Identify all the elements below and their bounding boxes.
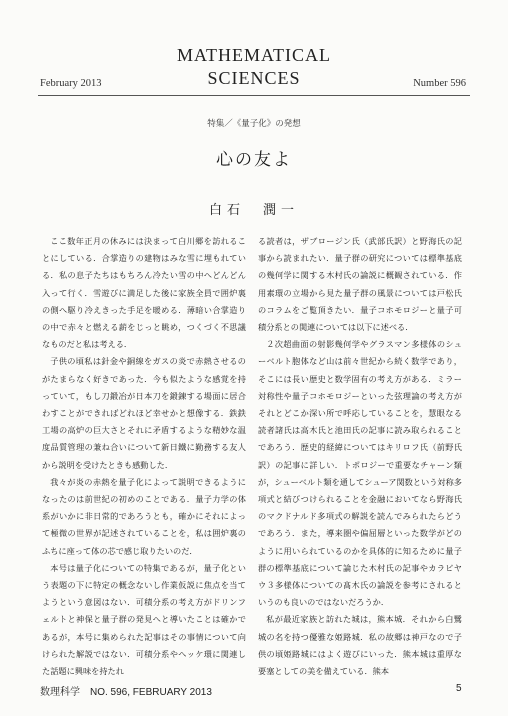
body-column-right xyxy=(258,233,462,680)
page-number: 5 xyxy=(456,683,462,694)
masthead-rule xyxy=(38,95,470,96)
paragraph: 我々が炎の赤熱を量子化によって説明できるようになったのは前世紀の初めのことである．量子力学の体系がいかに非日常的であろうとも，確かにそれによって極微の世界が記述されていることを，私は囲炉裏のふちに座って体の芯で感じ取りたいのだ． xyxy=(42,476,246,556)
paragraph: ２次超曲面の射影幾何学やグラスマン多様体のシューベルト胞体など山は前々世紀から続く数学であり，そこには長い歴史と数学固有の考え方がある．ミラー対称性や量子コホモロジーといった弦理論の考え方がそれとどこか深い所で呼応していることを，慧眼なる読者諸氏は高木氏と池田氏の記事に読み取られることであろう．歴史的経緯についてはキリロフ氏（前野氏訳）の記事に詳しい．トポロジーで重要なチャーン類が，シューベルト類を通してシューア関数という対称多項式と結びつけられることを金融においてなら野海氏のマクドナルド多項式の解説を読んでみられたらどうであろう．また，導来圏や偏屈層といった数学がどのように用いられているのかを具体的に知るために量子群の標準基底について論じた木村氏の記事やカラビヤウ３多様体についての髙木氏の論説を参考にされるというのも良いのではないだろうか． xyxy=(258,339,462,608)
issue-date: February 2013 xyxy=(40,78,102,89)
paragraph: 私が最近家族と訪れた城は，熊本城．それから白鷺城の名を持つ優雅な姫路城．私の故郷は神戸なので子供の頃姫路城にはよく遊びにいった．熊本城は重厚な要塞としての美を備えている．熊本 xyxy=(258,614,462,677)
paragraph: ここ数年正月の休みには決まって白川郷を訪れることにしている．合掌造りの建物はみな雪に埋もれている．私の息子たちはもちろん冷たい雪の中へどんどん入って行く．雪遊びに満足した後に家族全員で囲炉裏の側へ駆り冷えきった手足を暖める．薄暗い合掌造りの中で赤々と燃える薪をじっと眺め，つくづく不思議なものだと私は考える． xyxy=(42,236,246,350)
journal-title-line2: SCIENCES xyxy=(207,68,301,88)
paragraph: 本号は量子化についての特集であるが，量子化という表題の下に特定の概念ないし作業仮説に焦点を当てようという意図はない．可積分系の考え方がドリンフェルトと神保と量子群の発見へと導いたことは確かであるが，本号に集められた記事はその事情について向けられた解説ではない．可積分系やヘッケ環に関連した話題に興味を持たれ xyxy=(42,562,246,677)
article-author: 白石 潤一 xyxy=(208,203,299,218)
paragraph: 子供の頃私は針金や銅線をガスの炎で赤熱させるのがたまらなく好きであった．今も似たような感覚を持っていて，もし刀鍛冶が日本刀を鍛錬する場面に居合わすことができればどれほど幸せかと想像する．鉄鉄工場の高炉の巨大さとそれに矛盾するような精妙な温度品質管理の兼ね合いについて新日鐵に勤務する友人から説明を受けたときも感動した． xyxy=(42,356,246,470)
body-column-left xyxy=(42,233,246,680)
article-title: 心の友よ xyxy=(216,150,292,170)
journal-title-line1: MATHEMATICAL xyxy=(177,45,331,65)
issue-number: Number 596 xyxy=(413,78,466,89)
footer-journal: 数理科学 NO. 596, FEBRUARY 2013 xyxy=(40,687,212,698)
series-label: 特集／《量子化》の発想 xyxy=(207,119,301,129)
paragraph: る読者は，ザブロージン氏（武部氏訳）と野海氏の記事から読まれたい．量子群の研究については標準基底の幾何学に関する木村氏の論説に概観されている．作用素環の立場から見た量子群の風景については戸松氏のコラムをご覧頂きたい．量子コホモロジーと量子可積分系との関連については以下に述べる． xyxy=(258,236,462,333)
